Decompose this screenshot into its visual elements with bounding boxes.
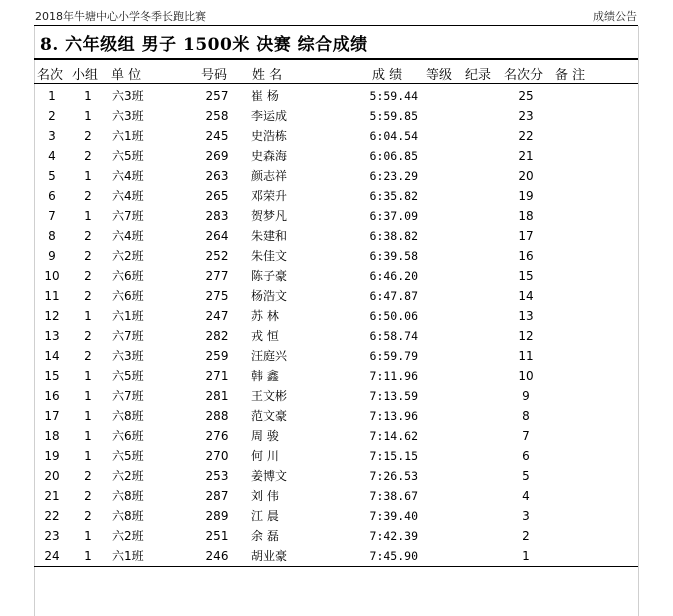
bib-number-cell: 281 <box>205 389 229 403</box>
athlete-name-cell: 邓荣升 <box>251 189 288 203</box>
col-record: 纪录 <box>465 68 492 83</box>
athlete-name-cell: 姜博文 <box>251 469 288 483</box>
time-cell: 7:26.53 <box>369 469 418 483</box>
bib-number-cell: 245 <box>205 129 229 143</box>
rank-cell: 14 <box>44 349 60 363</box>
bib-number-cell: 263 <box>205 169 229 183</box>
table-row <box>0 146 673 166</box>
bib-number-cell: 259 <box>205 349 229 363</box>
table-row <box>0 86 673 106</box>
time-cell: 6:23.29 <box>369 169 418 183</box>
bib-number-cell: 282 <box>205 329 229 343</box>
unit-cell: 六8班 <box>112 489 144 503</box>
time-cell: 6:47.87 <box>369 289 418 303</box>
time-cell: 7:38.67 <box>369 489 418 503</box>
group-cell: 1 <box>84 529 92 543</box>
unit-cell: 六5班 <box>112 149 144 163</box>
unit-cell: 六4班 <box>112 229 144 243</box>
athlete-name-cell: 崔 杨 <box>251 89 279 103</box>
time-cell: 6:06.85 <box>369 149 418 163</box>
time-cell: 6:46.20 <box>369 269 418 283</box>
time-cell: 7:13.59 <box>369 389 418 403</box>
bib-number-cell: 265 <box>205 189 229 203</box>
col-score: 成 绩 <box>372 68 403 83</box>
group-cell: 2 <box>84 249 92 263</box>
group-cell: 2 <box>84 469 92 483</box>
time-cell: 7:42.39 <box>369 529 418 543</box>
bib-number-cell: 264 <box>205 229 229 243</box>
table-row <box>0 106 673 126</box>
time-cell: 6:38.82 <box>369 229 418 243</box>
points-cell: 25 <box>518 89 534 103</box>
time-cell: 6:58.74 <box>369 329 418 343</box>
rank-cell: 5 <box>48 169 56 183</box>
unit-cell: 六6班 <box>112 429 144 443</box>
rank-cell: 23 <box>44 529 60 543</box>
rank-cell: 17 <box>44 409 60 423</box>
time-cell: 7:13.96 <box>369 409 418 423</box>
points-cell: 1 <box>522 549 530 563</box>
group-cell: 1 <box>84 429 92 443</box>
time-cell: 7:14.62 <box>369 429 418 443</box>
points-cell: 8 <box>522 409 530 423</box>
unit-cell: 六3班 <box>112 89 144 103</box>
time-cell: 6:50.06 <box>369 309 418 323</box>
unit-cell: 六3班 <box>112 349 144 363</box>
unit-cell: 六2班 <box>112 529 144 543</box>
col-points: 名次分 <box>504 68 544 83</box>
unit-cell: 六6班 <box>112 289 144 303</box>
group-cell: 1 <box>84 449 92 463</box>
table-row <box>0 366 673 386</box>
bib-number-cell: 251 <box>205 529 229 543</box>
rank-cell: 15 <box>44 369 60 383</box>
group-cell: 1 <box>84 169 92 183</box>
time-cell: 6:35.82 <box>369 189 418 203</box>
athlete-name-cell: 范文豪 <box>251 409 288 423</box>
group-cell: 2 <box>84 229 92 243</box>
table-row <box>0 446 673 466</box>
table-header-divider <box>34 83 638 84</box>
bib-number-cell: 275 <box>205 289 229 303</box>
col-level: 等级 <box>426 68 453 83</box>
col-remark: 备 注 <box>555 68 586 83</box>
points-cell: 17 <box>518 229 534 243</box>
group-cell: 1 <box>84 309 92 323</box>
unit-cell: 六3班 <box>112 109 144 123</box>
table-row <box>0 226 673 246</box>
unit-cell: 六7班 <box>112 329 144 343</box>
rank-cell: 21 <box>44 489 60 503</box>
unit-cell: 六4班 <box>112 189 144 203</box>
unit-cell: 六1班 <box>112 309 144 323</box>
unit-cell: 六4班 <box>112 169 144 183</box>
athlete-name-cell: 戎 恒 <box>251 329 279 343</box>
table-row <box>0 286 673 306</box>
rank-cell: 19 <box>44 449 60 463</box>
unit-cell: 六1班 <box>112 549 144 563</box>
bib-number-cell: 247 <box>205 309 229 323</box>
col-unit: 单 位 <box>111 68 142 83</box>
athlete-name-cell: 汪庭兴 <box>251 349 288 363</box>
points-cell: 3 <box>522 509 530 523</box>
athlete-name-cell: 苏 林 <box>251 309 279 323</box>
athlete-name-cell: 江 晨 <box>251 509 279 523</box>
table-row <box>0 466 673 486</box>
rank-cell: 16 <box>44 389 60 403</box>
points-cell: 14 <box>518 289 534 303</box>
unit-cell: 六8班 <box>112 409 144 423</box>
athlete-name-cell: 胡业豪 <box>251 549 288 563</box>
table-row <box>0 406 673 426</box>
rank-cell: 12 <box>44 309 60 323</box>
rank-cell: 6 <box>48 189 56 203</box>
rank-cell: 22 <box>44 509 60 523</box>
athlete-name-cell: 何 川 <box>251 449 279 463</box>
time-cell: 5:59.85 <box>369 109 418 123</box>
bib-number-cell: 258 <box>205 109 229 123</box>
athlete-name-cell: 周 骏 <box>251 429 279 443</box>
group-cell: 1 <box>84 89 92 103</box>
bib-number-cell: 269 <box>205 149 229 163</box>
points-cell: 12 <box>518 329 534 343</box>
rank-cell: 8 <box>48 229 56 243</box>
rank-cell: 3 <box>48 129 56 143</box>
table-row <box>0 306 673 326</box>
table-row <box>0 426 673 446</box>
time-cell: 7:11.96 <box>369 369 418 383</box>
group-cell: 2 <box>84 509 92 523</box>
group-cell: 2 <box>84 149 92 163</box>
group-cell: 2 <box>84 269 92 283</box>
unit-cell: 六6班 <box>112 269 144 283</box>
unit-cell: 六7班 <box>112 389 144 403</box>
table-row <box>0 526 673 546</box>
bib-number-cell: 246 <box>205 549 229 563</box>
group-cell: 1 <box>84 369 92 383</box>
athlete-name-cell: 陈子豪 <box>251 269 288 283</box>
table-bottom-divider <box>34 566 638 567</box>
page-title: 8. 六年级组 男子 1500米 决赛 综合成绩 <box>40 35 368 55</box>
unit-cell: 六2班 <box>112 249 144 263</box>
header-divider <box>34 25 638 26</box>
col-rank: 名次 <box>37 68 64 83</box>
table-row <box>0 346 673 366</box>
rank-cell: 13 <box>44 329 60 343</box>
col-group: 小组 <box>72 68 99 83</box>
rank-cell: 2 <box>48 109 56 123</box>
rank-cell: 9 <box>48 249 56 263</box>
bib-number-cell: 276 <box>205 429 229 443</box>
rank-cell: 7 <box>48 209 56 223</box>
time-cell: 7:15.15 <box>369 449 418 463</box>
unit-cell: 六5班 <box>112 369 144 383</box>
rank-cell: 4 <box>48 149 56 163</box>
athlete-name-cell: 朱佳文 <box>251 249 288 263</box>
group-cell: 1 <box>84 389 92 403</box>
group-cell: 1 <box>84 109 92 123</box>
bib-number-cell: 289 <box>205 509 229 523</box>
group-cell: 2 <box>84 129 92 143</box>
rank-cell: 18 <box>44 429 60 443</box>
table-row <box>0 166 673 186</box>
athlete-name-cell: 王文彬 <box>251 389 288 403</box>
col-code: 号码 <box>201 68 228 83</box>
group-cell: 1 <box>84 409 92 423</box>
bib-number-cell: 252 <box>205 249 229 263</box>
points-cell: 15 <box>518 269 534 283</box>
points-cell: 5 <box>522 469 530 483</box>
bib-number-cell: 287 <box>205 489 229 503</box>
points-cell: 22 <box>518 129 534 143</box>
table-row <box>0 246 673 266</box>
table-row <box>0 486 673 506</box>
table-row <box>0 326 673 346</box>
bib-number-cell: 271 <box>205 369 229 383</box>
group-cell: 2 <box>84 189 92 203</box>
points-cell: 9 <box>522 389 530 403</box>
table-row <box>0 506 673 526</box>
time-cell: 7:45.90 <box>369 549 418 563</box>
group-cell: 1 <box>84 209 92 223</box>
athlete-name-cell: 朱建和 <box>251 229 288 243</box>
bib-number-cell: 253 <box>205 469 229 483</box>
unit-cell: 六2班 <box>112 469 144 483</box>
time-cell: 6:04.54 <box>369 129 418 143</box>
points-cell: 7 <box>522 429 530 443</box>
time-cell: 5:59.44 <box>369 89 418 103</box>
time-cell: 6:59.79 <box>369 349 418 363</box>
points-cell: 20 <box>518 169 534 183</box>
title-divider <box>34 58 638 60</box>
group-cell: 2 <box>84 289 92 303</box>
unit-cell: 六7班 <box>112 209 144 223</box>
rank-cell: 20 <box>44 469 60 483</box>
col-name: 姓 名 <box>252 68 283 83</box>
unit-cell: 六1班 <box>112 129 144 143</box>
rank-cell: 24 <box>44 549 60 563</box>
time-cell: 6:39.58 <box>369 249 418 263</box>
points-cell: 21 <box>518 149 534 163</box>
document-type: 成绩公告 <box>593 10 637 23</box>
bib-number-cell: 257 <box>205 89 229 103</box>
table-row <box>0 126 673 146</box>
athlete-name-cell: 史浩栋 <box>251 129 288 143</box>
bib-number-cell: 277 <box>205 269 229 283</box>
points-cell: 11 <box>518 349 534 363</box>
points-cell: 16 <box>518 249 534 263</box>
table-row <box>0 386 673 406</box>
group-cell: 1 <box>84 549 92 563</box>
rank-cell: 11 <box>44 289 60 303</box>
points-cell: 6 <box>522 449 530 463</box>
rank-cell: 1 <box>48 89 56 103</box>
points-cell: 23 <box>518 109 534 123</box>
unit-cell: 六5班 <box>112 449 144 463</box>
time-cell: 6:37.09 <box>369 209 418 223</box>
bib-number-cell: 283 <box>205 209 229 223</box>
table-row <box>0 546 673 566</box>
points-cell: 10 <box>518 369 534 383</box>
points-cell: 13 <box>518 309 534 323</box>
group-cell: 2 <box>84 349 92 363</box>
athlete-name-cell: 李运成 <box>251 109 288 123</box>
rank-cell: 10 <box>44 269 60 283</box>
athlete-name-cell: 颜志祥 <box>251 169 288 183</box>
group-cell: 2 <box>84 489 92 503</box>
event-name: 2018年牛塘中心小学冬季长跑比赛 <box>35 10 206 23</box>
athlete-name-cell: 史森海 <box>251 149 288 163</box>
athlete-name-cell: 韩 鑫 <box>251 369 279 383</box>
points-cell: 19 <box>518 189 534 203</box>
points-cell: 18 <box>518 209 534 223</box>
table-row <box>0 206 673 226</box>
time-cell: 7:39.40 <box>369 509 418 523</box>
athlete-name-cell: 杨浩文 <box>251 289 288 303</box>
table-row <box>0 266 673 286</box>
bib-number-cell: 288 <box>205 409 229 423</box>
points-cell: 4 <box>522 489 530 503</box>
points-cell: 2 <box>522 529 530 543</box>
bib-number-cell: 270 <box>205 449 229 463</box>
athlete-name-cell: 贺梦凡 <box>251 209 288 223</box>
group-cell: 2 <box>84 329 92 343</box>
athlete-name-cell: 余 磊 <box>251 529 279 543</box>
athlete-name-cell: 刘 伟 <box>251 489 279 503</box>
unit-cell: 六8班 <box>112 509 144 523</box>
table-row <box>0 186 673 206</box>
